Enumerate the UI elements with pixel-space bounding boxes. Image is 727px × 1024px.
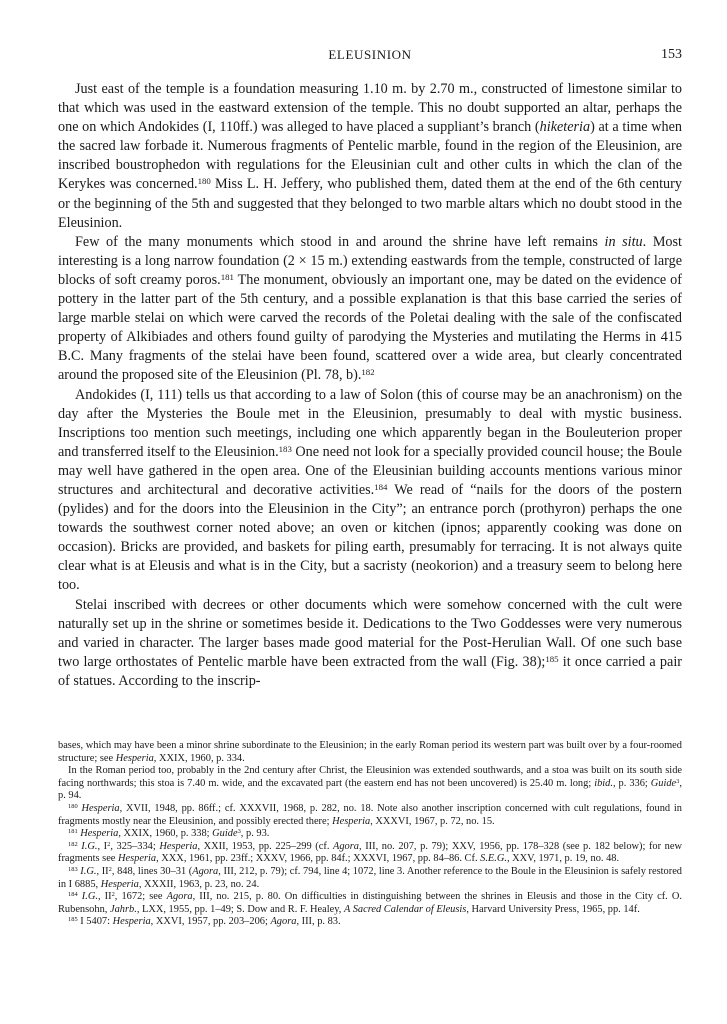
footnote-185: $^{185}$ I 5407: Hesperia, XXVI, 1957, pp. 203–206; Agora, III, p. 83. — [68, 916, 341, 928]
paragraph-1: Just east of the temple is a foundation measuring 1.10 m. by 2.70 m., constructed of limestone similar to that which was used in the eastward extension of the temple. This no doubt supported an altar, perhaps the one on which Andokides (I, 110ff.) was alleged to have placed a suppliant’s branch (hiketeria) at a time when the sacred law forbade it. Numerous fragments of Pentelic marble, found in the region of the Eleusinion, are inscribed boustrophedon with regulations for the Eleusinian cult and other cults in which the clan of the Kerykes was concerned.$^{180}$ Miss L. H. Jeffery, who published them, dated them at the end of the 6th century or the beginning of the 5th and suggested that they belonged to two marble altars which no doubt stood in the Eleusinion. — [58, 81, 682, 231]
footnote-184: $^{184}$ I.G., $II^2$, 1672; see Agora, III, no. 215, p. 80. On difficulties in distinguishing between the shrines in Eleusis and those in the City cf. O. Rubensohn, Jahrb., LXX, 1955, pp. 1–49; S. Dow and R. F. Healey, A Sacred Calendar of Eleusis, Harvard University Press, 1965, pp. 14f. — [58, 891, 682, 915]
footnote-continuation: bases, which may have been a minor shrine subordinate to the Eleusinion; in the early Roman period its western part was built over by a four-roomed structure; see Hesperia, XXIX, 1960, p. 334. — [58, 740, 682, 764]
footnote-ref-183: 183 — [278, 443, 292, 454]
paragraph-3: Andokides (I, 111) tells us that according to a law of Solon (this of course may be an anachronism) on the day after the Mysteries the Boule met in the Eleusinion, presumably to deal with mystic business. Inscriptions too mention such meetings, including one which apparently began in the Bouleuterion proper and transferred itself to the Eleusinion.$^{183}$ One need not look for a specially provided council house; the Boule may well have gathered in the open area. One of the Eleusinian building accounts mentions various minor structures and architectural and decorative activities.$^{184}$ We read of “nails for the doors of the postern (pylides) and for the doors into the Eleusinion in the City”; an entrance porch (prothyron) perhaps the one towards the southwest corner noted above; an oven or kitchen (ipnos; apparently cooking was done on occasion). Bricks are provided, and baskets for piling earth, presumably for terracing. It is not always quite clear what is at Eleusis and what is in the City, but a sacristy (neokorion) and a treasury seem to belong here too. — [58, 386, 683, 594]
footnote-181: $^{181}$ Hesperia, XXIX, 1960, p. 338; Guide$^3$, p. 93. — [68, 828, 270, 840]
paragraph-4: Stelai inscribed with decrees or other documents which were somehow concerned with the cult were naturally set up in the shrine or sometimes beside it. Dedications to the Two Goddesses were very numerous and varied in character. The larger bases made good material for the Post-Herulian Wall. Of one such base two large orthostates of Pentelic marble have been extracted from the wall (Fig. 38);$^{185}$ it once carried a pair of statues. According to the inscrip- — [58, 596, 682, 689]
running-title: ELEUSINION — [328, 47, 412, 62]
page-number: 153 — [661, 47, 682, 62]
footnote-180: $^{180}$ Hesperia, XVII, 1948, pp. 86ff.; cf. XXXVII, 1968, p. 282, no. 18. Note also another inscription concerned with cult regulations, found in fragments mostly near the Eleusinion, and possibly erected there; Hesperia, XXXVI, 1967, p. 72, no. 15. — [58, 802, 682, 827]
footnote-ref-182: 182 — [361, 367, 375, 378]
footnote-continuation-2: In the Roman period too, probably in the 2nd century after Christ, the Eleusinion was extended southwards, and a stoa was built on its south side facing northwards; this stoa is 7.40 m. wide, and the excavated part (the eastern end has not been uncovered) is 25.40 m. long; ibid., p. 336; Guide$^3$, p. 94. — [58, 765, 682, 802]
footnote-182: $^{182}$ I.G., $I^2$, 325–334; Hesperia, XXII, 1953, pp. 225–299 (cf. Agora, III, no. 207, p. 79); XXV, 1956, pp. 178–328 (see p. 182 below); for new fragments see Hesperia, XXX, 1961, pp. 23ff.; XXXV, 1966, pp. 84f.; XXXVI, 1967, pp. 84–86. Cf. S.E.G., XXV, 1971, p. 19, no. 48. — [58, 840, 682, 865]
paragraph-2: Few of the many monuments which stood in and around the shrine have left remains in situ. Most interesting is a long narrow foundation (2 × 15 m.) extending eastwards from the temple, constructed of large blocks of soft creamy poros.$^{181}$ The monument, obviously an important one, may be dated on the evidence of pottery in the latter part of the 5th century, and a possible explanation is that this base carried the series of large marble stelai on which were carved the records of the Poletai dealing with the sale of the confiscated property of Alkibiades and others found guilty of parodying the Mysteries and mutilating the Herms in 415 B.C. Many fragments of the stelai have been found, scattered over a wide area, but clearly concentrated around the proposed site of the Eleusinion (Pl. 78, b).$^{182}$ — [58, 233, 682, 384]
footnote-183: $^{183}$ I.G., $II^2$, 848, lines 30–31 (Agora, III, 212, p. 79); cf. 794, line 4; 1072, line 3. Another reference to the Boule in the Eleusinion is safely restored in I 6885, Hesperia, XXXII, 1963, p. 23, no. 24. — [58, 865, 682, 890]
footnote-ref-184: 184 — [374, 482, 388, 493]
footnote-ref-185: 185 — [545, 653, 559, 664]
footnotes — [58, 740, 682, 929]
page-header — [58, 47, 682, 67]
footnote-ref-181: 181 — [220, 271, 234, 282]
footnote-ref-180: 180 — [197, 176, 211, 187]
body-text — [58, 80, 682, 691]
